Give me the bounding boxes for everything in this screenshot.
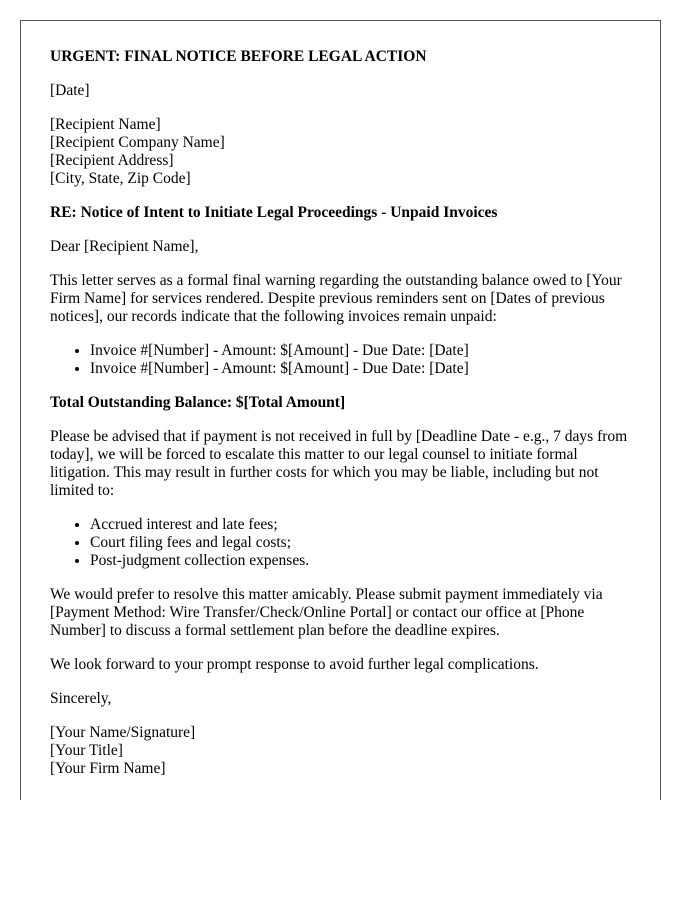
signature-title: [Your Title] [50, 742, 123, 759]
costs-list [50, 516, 632, 570]
signature-name: [Your Name/Signature] [50, 724, 196, 741]
recipient-name: [Recipient Name] [50, 116, 161, 133]
warning-paragraph: Please be advised that if payment is not received in full by [Deadline Date - e.g., 7 days from today], we will be forced to escalate this matter to our legal counsel to initiate formal litigation. This may result in further costs for which you may be liable, including but not limited to: [50, 428, 628, 499]
signature-block [50, 724, 632, 778]
salutation: Dear [Recipient Name], [50, 238, 199, 255]
invoice-item: • Invoice #[Number] - Amount: $[Amount] - Due Date: [Date] [90, 360, 632, 378]
cost-item: • Post-judgment collection expenses. [90, 552, 632, 570]
intro-paragraph: This letter serves as a formal final warning regarding the outstanding balance owed to [Your Firm Name] for services rendered. Despite previous reminders sent on [Dates of previous notices], our records indicate that the following invoices remain unpaid: [50, 272, 622, 325]
resolve-paragraph: We would prefer to resolve this matter amicably. Please submit payment immediately via [Payment Method: Wire Transfer/Check/Online Portal] or contact our office at [Phone Number] to discuss a formal settlement plan before the deadline expires. [50, 586, 603, 639]
invoice-list [50, 342, 632, 378]
total-outstanding-balance: Total Outstanding Balance: $[Total Amount] [50, 394, 346, 411]
signoff: Sincerely, [50, 690, 112, 707]
recipient-address: [Recipient Address] [50, 152, 174, 169]
recipient-company: [Recipient Company Name] [50, 134, 225, 151]
recipient-block [50, 116, 632, 188]
letter-date: [Date] [50, 82, 90, 99]
recipient-city-state-zip: [City, State, Zip Code] [50, 170, 191, 187]
subject-line: RE: Notice of Intent to Initiate Legal Proceedings - Unpaid Invoices [50, 204, 498, 221]
closing-paragraph: We look forward to your prompt response to avoid further legal complications. [50, 656, 539, 673]
signature-firm: [Your Firm Name] [50, 760, 166, 777]
cost-item: • Accrued interest and late fees; [90, 516, 632, 534]
letter-page [20, 20, 661, 800]
cost-item: • Court filing fees and legal costs; [90, 534, 632, 552]
letter-title: URGENT: FINAL NOTICE BEFORE LEGAL ACTION [50, 48, 427, 65]
invoice-item: • Invoice #[Number] - Amount: $[Amount] - Due Date: [Date] [90, 342, 632, 360]
